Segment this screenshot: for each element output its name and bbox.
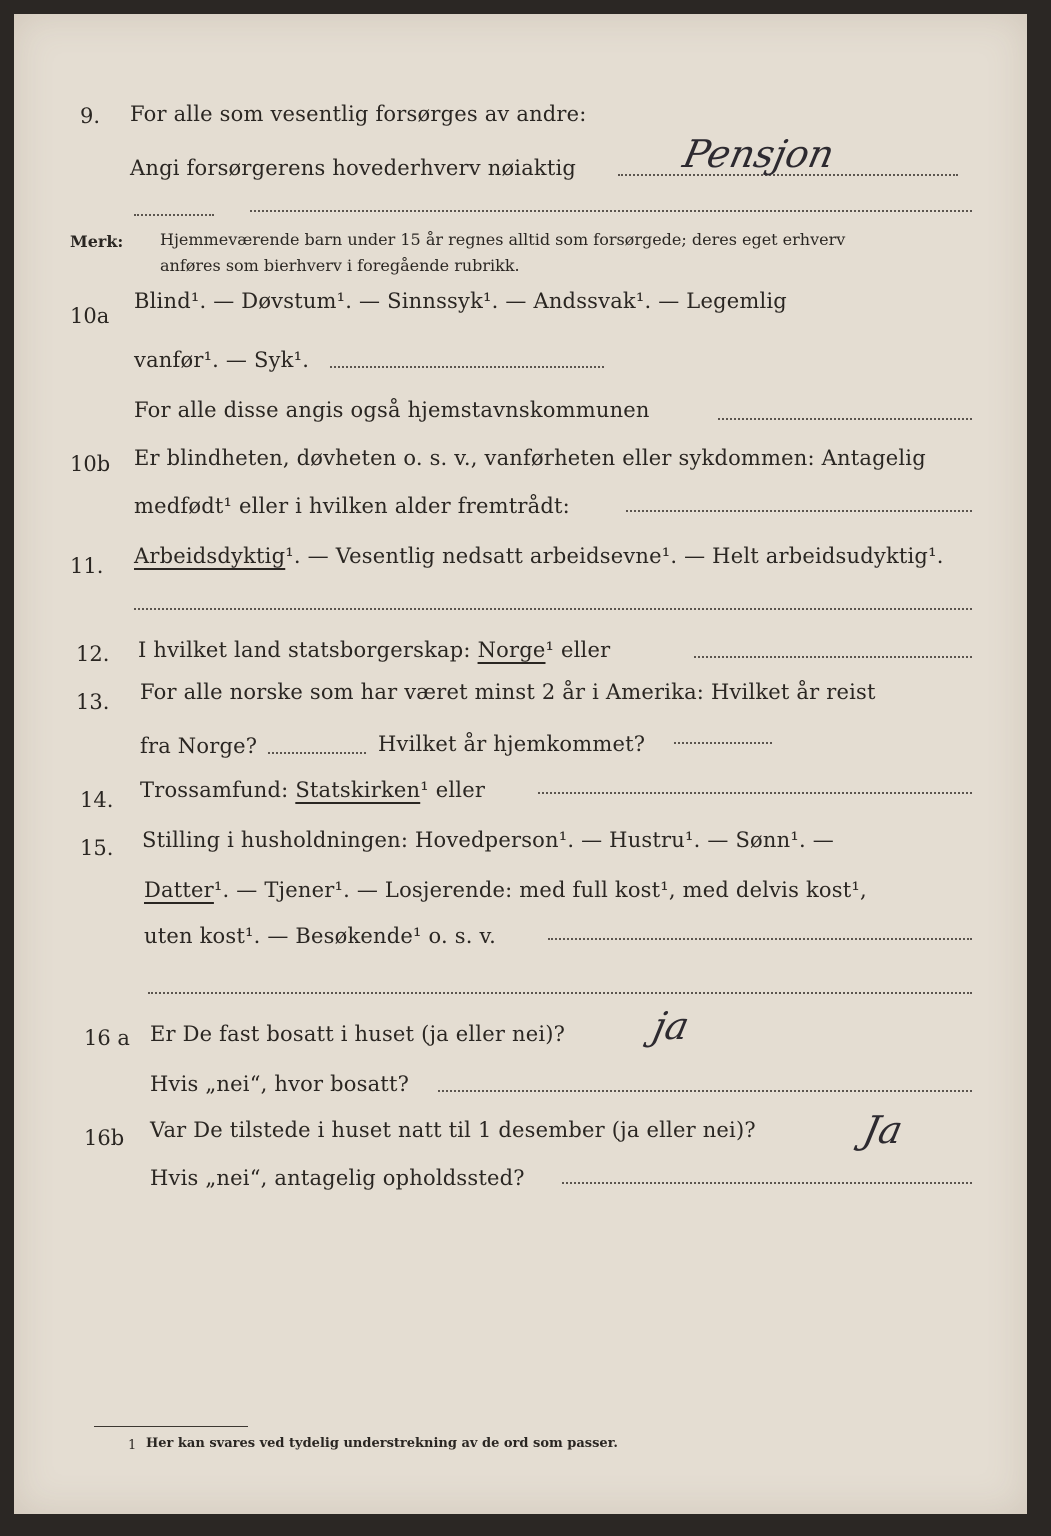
q16a-handwritten-answer: ja xyxy=(649,1004,694,1048)
q14-other-line xyxy=(538,792,972,794)
q15-besokende-line xyxy=(548,938,972,940)
q11-rest: ¹. — Vesentlig nedsatt arbeidsevne¹. — Helt arbeidsudyktig¹. xyxy=(285,544,944,568)
q16b-opholdssted-line xyxy=(562,1182,972,1184)
q10b-number: 10b xyxy=(70,452,111,476)
q10a-number: 10a xyxy=(70,304,110,328)
q15-number: 15. xyxy=(80,836,114,860)
q16b-handwritten-answer: Ja xyxy=(859,1108,907,1152)
q13-line2a: fra Norge? xyxy=(140,734,258,758)
q12-pre: I hvilket land statsborgerskap: xyxy=(138,638,471,662)
q16a-line2: Hvis „nei“, hvor bosatt? xyxy=(150,1072,410,1096)
q16a-bosatt-line xyxy=(438,1090,972,1092)
q9-extra-line-a xyxy=(134,214,214,216)
q15-extra-line xyxy=(148,992,972,994)
q15-line2 xyxy=(144,878,867,902)
q9-line1: For alle som vesentlig forsørges av andre: xyxy=(130,102,587,126)
footnote-text: Her kan svares ved tydelig understrekning av de ord som passer. xyxy=(146,1436,618,1451)
q9-line2: Angi forsørgerens hovederhverv nøiaktig xyxy=(130,156,577,180)
q12-line xyxy=(138,638,610,662)
q12-other-line xyxy=(694,656,972,658)
q12-underlined-choice: Norge xyxy=(477,638,546,662)
footnote-rule xyxy=(94,1426,248,1427)
q10b-line2: medfødt¹ eller i hvilken alder fremtrådt: xyxy=(134,494,570,518)
footnote-mark: 1 xyxy=(128,1438,137,1453)
q10a-line1: Blind¹. — Døvstum¹. — Sinnssyk¹. — Andssvak¹. — Legemlig xyxy=(134,289,787,313)
q13-number: 13. xyxy=(76,690,110,714)
q16b-line2: Hvis „nei“, antagelig opholdssted? xyxy=(150,1166,525,1190)
q15-line1: Stilling i husholdningen: Hovedperson¹. — Hustru¹. — Sønn¹. — xyxy=(142,828,834,852)
q16a-number: 16 a xyxy=(84,1026,130,1050)
q14-pre: Trossamfund: xyxy=(140,778,289,802)
q9-extra-line-b xyxy=(250,210,972,212)
q11-number: 11. xyxy=(70,554,104,578)
q10b-line1: Er blindheten, døvheten o. s. v., vanførheten eller sykdommen: Antagelig xyxy=(134,446,926,470)
q10a-kommune-line xyxy=(718,418,972,420)
q15-line2-rest: ¹. — Tjener¹. — Losjerende: med full kost¹, med delvis kost¹, xyxy=(213,878,867,902)
q14-underlined-choice: Statskirken xyxy=(295,778,421,802)
q10a-line2: vanfør¹. — Syk¹. xyxy=(134,348,310,372)
q13-line1: For alle norske som har været minst 2 år i Amerika: Hvilket år reist xyxy=(140,680,876,704)
merk-label: Merk: xyxy=(70,232,124,251)
q14-post: ¹ eller xyxy=(420,778,486,802)
q16a-line1: Er De fast bosatt i huset (ja eller nei)? xyxy=(150,1022,566,1046)
q11-line xyxy=(134,544,944,568)
q14-line xyxy=(140,778,485,802)
q10a-line3: For alle disse angis også hjemstavnskommunen xyxy=(134,398,650,422)
q10a-syk-line xyxy=(330,366,604,368)
q11-extra-line xyxy=(134,608,972,610)
q16b-number: 16b xyxy=(84,1126,125,1150)
merk-line1: Hjemmeværende barn under 15 år regnes alltid som forsørgede; deres eget erhverv xyxy=(160,230,846,249)
merk-line2: anføres som bierhverv i foregående rubrikk. xyxy=(160,256,520,275)
q9-number: 9. xyxy=(80,104,101,128)
q13-hjemkommet-line xyxy=(674,742,772,744)
q10b-age-line xyxy=(626,510,972,512)
q12-post: ¹ eller xyxy=(545,638,611,662)
q15-line3: uten kost¹. — Besøkende¹ o. s. v. xyxy=(144,924,496,948)
q12-number: 12. xyxy=(76,642,110,666)
q13-reist-line xyxy=(268,752,366,754)
form-page xyxy=(14,14,1027,1514)
q9-handwritten-answer: Pensjon xyxy=(679,132,839,176)
q16b-line1: Var De tilstede i huset natt til 1 desember (ja eller nei)? xyxy=(150,1118,756,1142)
q14-number: 14. xyxy=(80,788,114,812)
q11-underlined-choice: Arbeidsdyktig xyxy=(134,544,286,568)
q13-line2b: Hvilket år hjemkommet? xyxy=(378,732,646,756)
q15-underlined-choice: Datter xyxy=(144,878,214,902)
